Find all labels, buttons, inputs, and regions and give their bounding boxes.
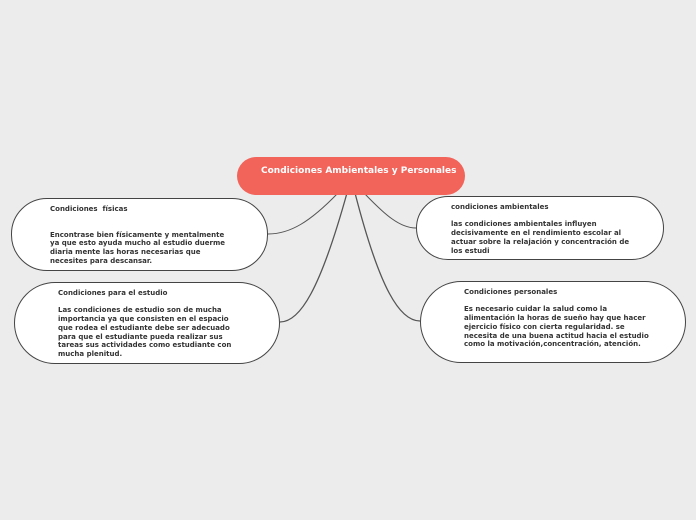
topic-body: las condiciones ambientales influyen decisivamente en el rendimiento escolar al actuar sobre la relajación y concentración de los estudi bbox=[451, 220, 630, 255]
connector-fisicas bbox=[268, 193, 338, 234]
connector-personales bbox=[355, 193, 420, 321]
topic-condiciones-ambientales[interactable] bbox=[416, 196, 664, 260]
central-topic[interactable] bbox=[237, 157, 465, 195]
connector-estudio bbox=[280, 193, 347, 322]
topic-body: Es necesario cuidar la salud como la alimentación la horas de sueño hay que hacer ejercicio físico con cierta regularidad. se necesita de una buena actitud hacia el estudio como la motivación,concentración, atención. bbox=[464, 305, 649, 349]
topic-condiciones-estudio[interactable] bbox=[14, 282, 280, 364]
connector-ambientales bbox=[364, 193, 416, 228]
topic-title: condiciones ambientales bbox=[451, 203, 549, 211]
topic-title: Condiciones físicas bbox=[50, 205, 128, 213]
topic-condiciones-fisicas[interactable] bbox=[11, 198, 268, 271]
topic-title: Condiciones personales bbox=[464, 288, 558, 296]
topic-title: Condiciones para el estudio bbox=[58, 289, 168, 297]
topic-body: Encontrase bien físicamente y mentalmente ya que esto ayuda mucho al estudio duerme diaria mente las horas necesarias que necesites para descansar. bbox=[50, 230, 225, 265]
central-topic-title: Condiciones Ambientales y Personales bbox=[261, 166, 457, 176]
topic-body: Las condiciones de estudio son de mucha importancia ya que consisten en el espacio que rodea el estudiante debe ser adecuado para que el estudiante pueda realizar sus tareas sus actividades como estudiante con mucha plenitud. bbox=[58, 306, 232, 358]
topic-condiciones-personales[interactable] bbox=[420, 281, 686, 363]
